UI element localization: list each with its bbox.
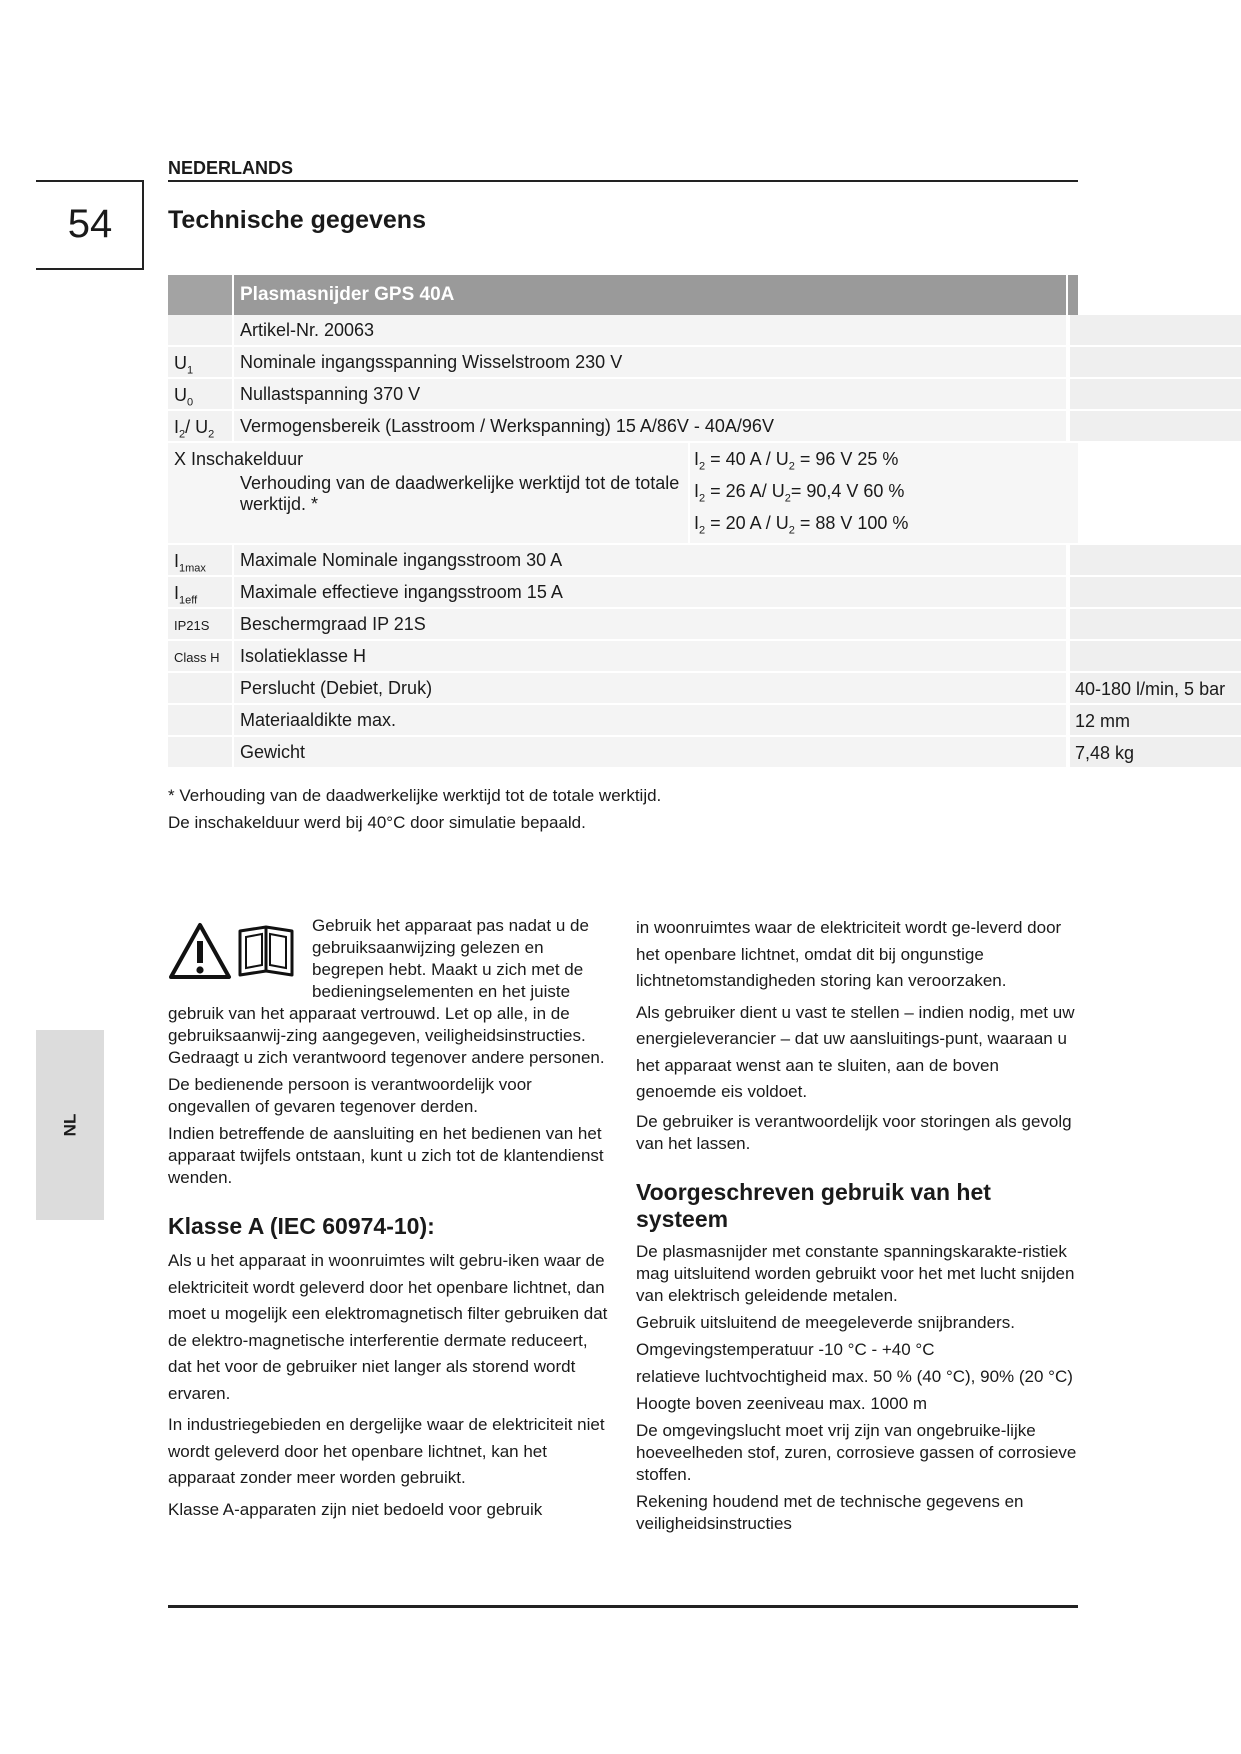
duty-cycle-row	[168, 443, 1078, 545]
spec-header	[168, 275, 1078, 315]
language-label: NEDERLANDS	[168, 158, 294, 178]
duty-value-3: $I_2 = 20$ $A / U_2 = 88$ V 100 %	[694, 513, 909, 537]
manual-book-icon	[240, 927, 292, 975]
row-value: 40-180 l/min, 5 bar	[1075, 679, 1226, 699]
paragraph: relatieve luchtvochtigheid max. 50 % (40 °C), 90% (20 °C)	[636, 1366, 1073, 1386]
footnote-line-2: De inschakelduur werd bij 40°C door simulatie bepaald.	[168, 813, 586, 832]
row-desc: Vermogensbereik (Lasstroom / Werkspanning) 15 A/86V - 40A/96V	[240, 416, 774, 436]
symbol-ip21s: IP21S	[174, 618, 210, 633]
table-row	[168, 673, 1226, 705]
symbol-u1: $U_1$	[174, 353, 194, 377]
paragraph: Hoogte boven zeeniveau max. 1000 m	[636, 1393, 928, 1413]
row-value: 12 mm	[1075, 711, 1131, 731]
spec-table	[168, 275, 1226, 769]
table-row	[168, 705, 1131, 737]
row-desc: Nominale ingangsspanning Wisselstroom 230 V	[240, 352, 623, 372]
row-desc: Nullastspanning 370 V	[240, 384, 421, 404]
bottom-rule	[168, 1605, 1078, 1608]
duty-value-2: $I_2 = 26$ A/ $U_2= 90,4$ V 60 %	[694, 481, 905, 505]
paragraph: in woonruimtes waar de elektriciteit wordt ge-leverd door het openbare lichtnet, omdat dit bij ongunstige lichtnetomstandigheden storing kan veroorzaken.	[636, 918, 1062, 990]
paragraph: Rekening houdend met de technische gegevens en veiligheidsinstructies	[636, 1491, 1024, 1533]
row-desc: Maximale effectieve ingangsstroom 15 A	[240, 582, 563, 602]
row-desc: Isolatieklasse H	[240, 646, 367, 666]
row-desc: Perslucht (Debiet, Druk)	[240, 678, 433, 698]
paragraph: Klasse A-apparaten zijn niet bedoeld voor gebruik	[168, 1499, 543, 1519]
section-heading-voorgeschreven-gebruik: Voorgeschreven gebruik van het systeem	[636, 1178, 991, 1232]
paragraph: De plasmasnijder met constante spanningskarakte-ristiek mag uitsluitend worden gebruikt voor het met lucht snijden van elektrisch geleidende metalen.	[636, 1241, 1075, 1305]
footnote	[168, 782, 661, 836]
table-row	[168, 545, 1078, 577]
row-desc: Gewicht	[240, 742, 306, 762]
article-number: Artikel-Nr. 20063	[240, 320, 375, 340]
paragraph: De bedienende persoon is verantwoordelijk voor ongevallen of gevaren tegenover derden.	[168, 1075, 532, 1116]
paragraph: Indien betreffende de aansluiting en het bedienen van het apparaat twijfels ontstaan, kunt u zich tot de klantendienst wenden.	[168, 1124, 604, 1187]
table-row	[168, 411, 1078, 443]
table-row	[168, 609, 1078, 641]
left-column	[168, 915, 610, 1528]
row-desc: Beschermgraad IP 21S	[240, 614, 426, 634]
paragraph: Als gebruiker dient u vast te stellen – indien nodig, met uw energieleverancier – dat uw aansluitings-punt, waaraan u het apparaat wenst aan te sluiten, aan de boven genoemde eis voldoet.	[636, 1002, 1075, 1101]
warning-icons	[168, 921, 304, 981]
table-row	[168, 577, 1078, 609]
footnote-line-1: * Verhouding van de daadwerkelijke werktijd tot de totale werktijd.	[168, 786, 662, 805]
row-value: 7,48 kg	[1075, 743, 1135, 763]
duty-value-1: $I_2 = 40$ $A / U_2 = 96$ V 25 %	[694, 449, 899, 473]
row-desc: Materiaaldikte max.	[240, 710, 397, 730]
row-desc: Maximale Nominale ingangsstroom 30 A	[240, 550, 563, 570]
table-row	[168, 737, 1135, 769]
symbol-i1max: $I_{1max}$	[174, 551, 206, 575]
paragraph: Omgevingstemperatuur -10 °C - +40 °C	[636, 1339, 935, 1359]
section-heading-klasse-a: Klasse A (IEC 60974-10):	[168, 1213, 435, 1239]
right-column	[636, 915, 1080, 1540]
table-row	[168, 379, 1078, 411]
language-side-tab-label: NL	[59, 1113, 79, 1137]
paragraph: Gebruik uitsluitend de meegeleverde snijbranders.	[636, 1312, 1015, 1332]
product-name: Plasmasnijder GPS 40A	[240, 284, 455, 305]
intro-paragraph: Gebruik het apparaat pas nadat u de gebruiksaanwijzing gelezen en begrepen hebt. Maakt u zich met de bedieningselementen en het juiste gebruik van het apparaat vertrouwd. Let op alle, in de gebruiksaanwij-zing aangegeven, veiligheidsinstructies. Gedraagt u zich verantwoord tegenover andere personen.	[168, 916, 605, 1067]
page-number: 54	[67, 202, 113, 246]
paragraph: Als u het apparaat in woonruimtes wilt gebru-iken waar de elektriciteit wordt geleverd door het openbare lichtnet, dan moet u mogelijk een elektromagnetisch filter gebruiken dat de elektro-magnetische interferentie dermate reduceert, dat het voor de gebruiker niet langer als storend wordt ervaren.	[168, 1251, 608, 1403]
top-rule	[168, 180, 1078, 182]
paragraph: De omgevingslucht moet vrij zijn van ongebruike-lijke hoeveelheden stof, zuren, corrosieve gassen of corrosieve stoffen.	[636, 1420, 1077, 1484]
symbol-i2-u2: $I_2/$ $U_2$	[174, 417, 215, 441]
warning-triangle-icon	[171, 925, 229, 977]
table-row	[168, 347, 1078, 379]
symbol-u0: $U_0$	[174, 385, 194, 409]
duty-cycle-label: X Inschakelduur	[174, 449, 304, 469]
table-row	[168, 641, 1078, 673]
page-title: Technische gegevens	[168, 206, 426, 234]
duty-cycle-explanation: Verhouding van de daadwerkelijke werktijd tot de totale werktijd. *	[240, 473, 680, 514]
table-row	[168, 315, 1078, 347]
symbol-i1eff: $I_{1eff}$	[174, 583, 198, 607]
symbol-class-h: Class H	[174, 650, 220, 665]
paragraph: In industriegebieden en dergelijke waar de elektriciteit niet wordt geleverd door het openbare lichtnet, kan het apparaat zonder meer worden gebruikt.	[168, 1415, 605, 1487]
paragraph: De gebruiker is verantwoordelijk voor storingen als gevolg van het lassen.	[636, 1111, 1072, 1153]
